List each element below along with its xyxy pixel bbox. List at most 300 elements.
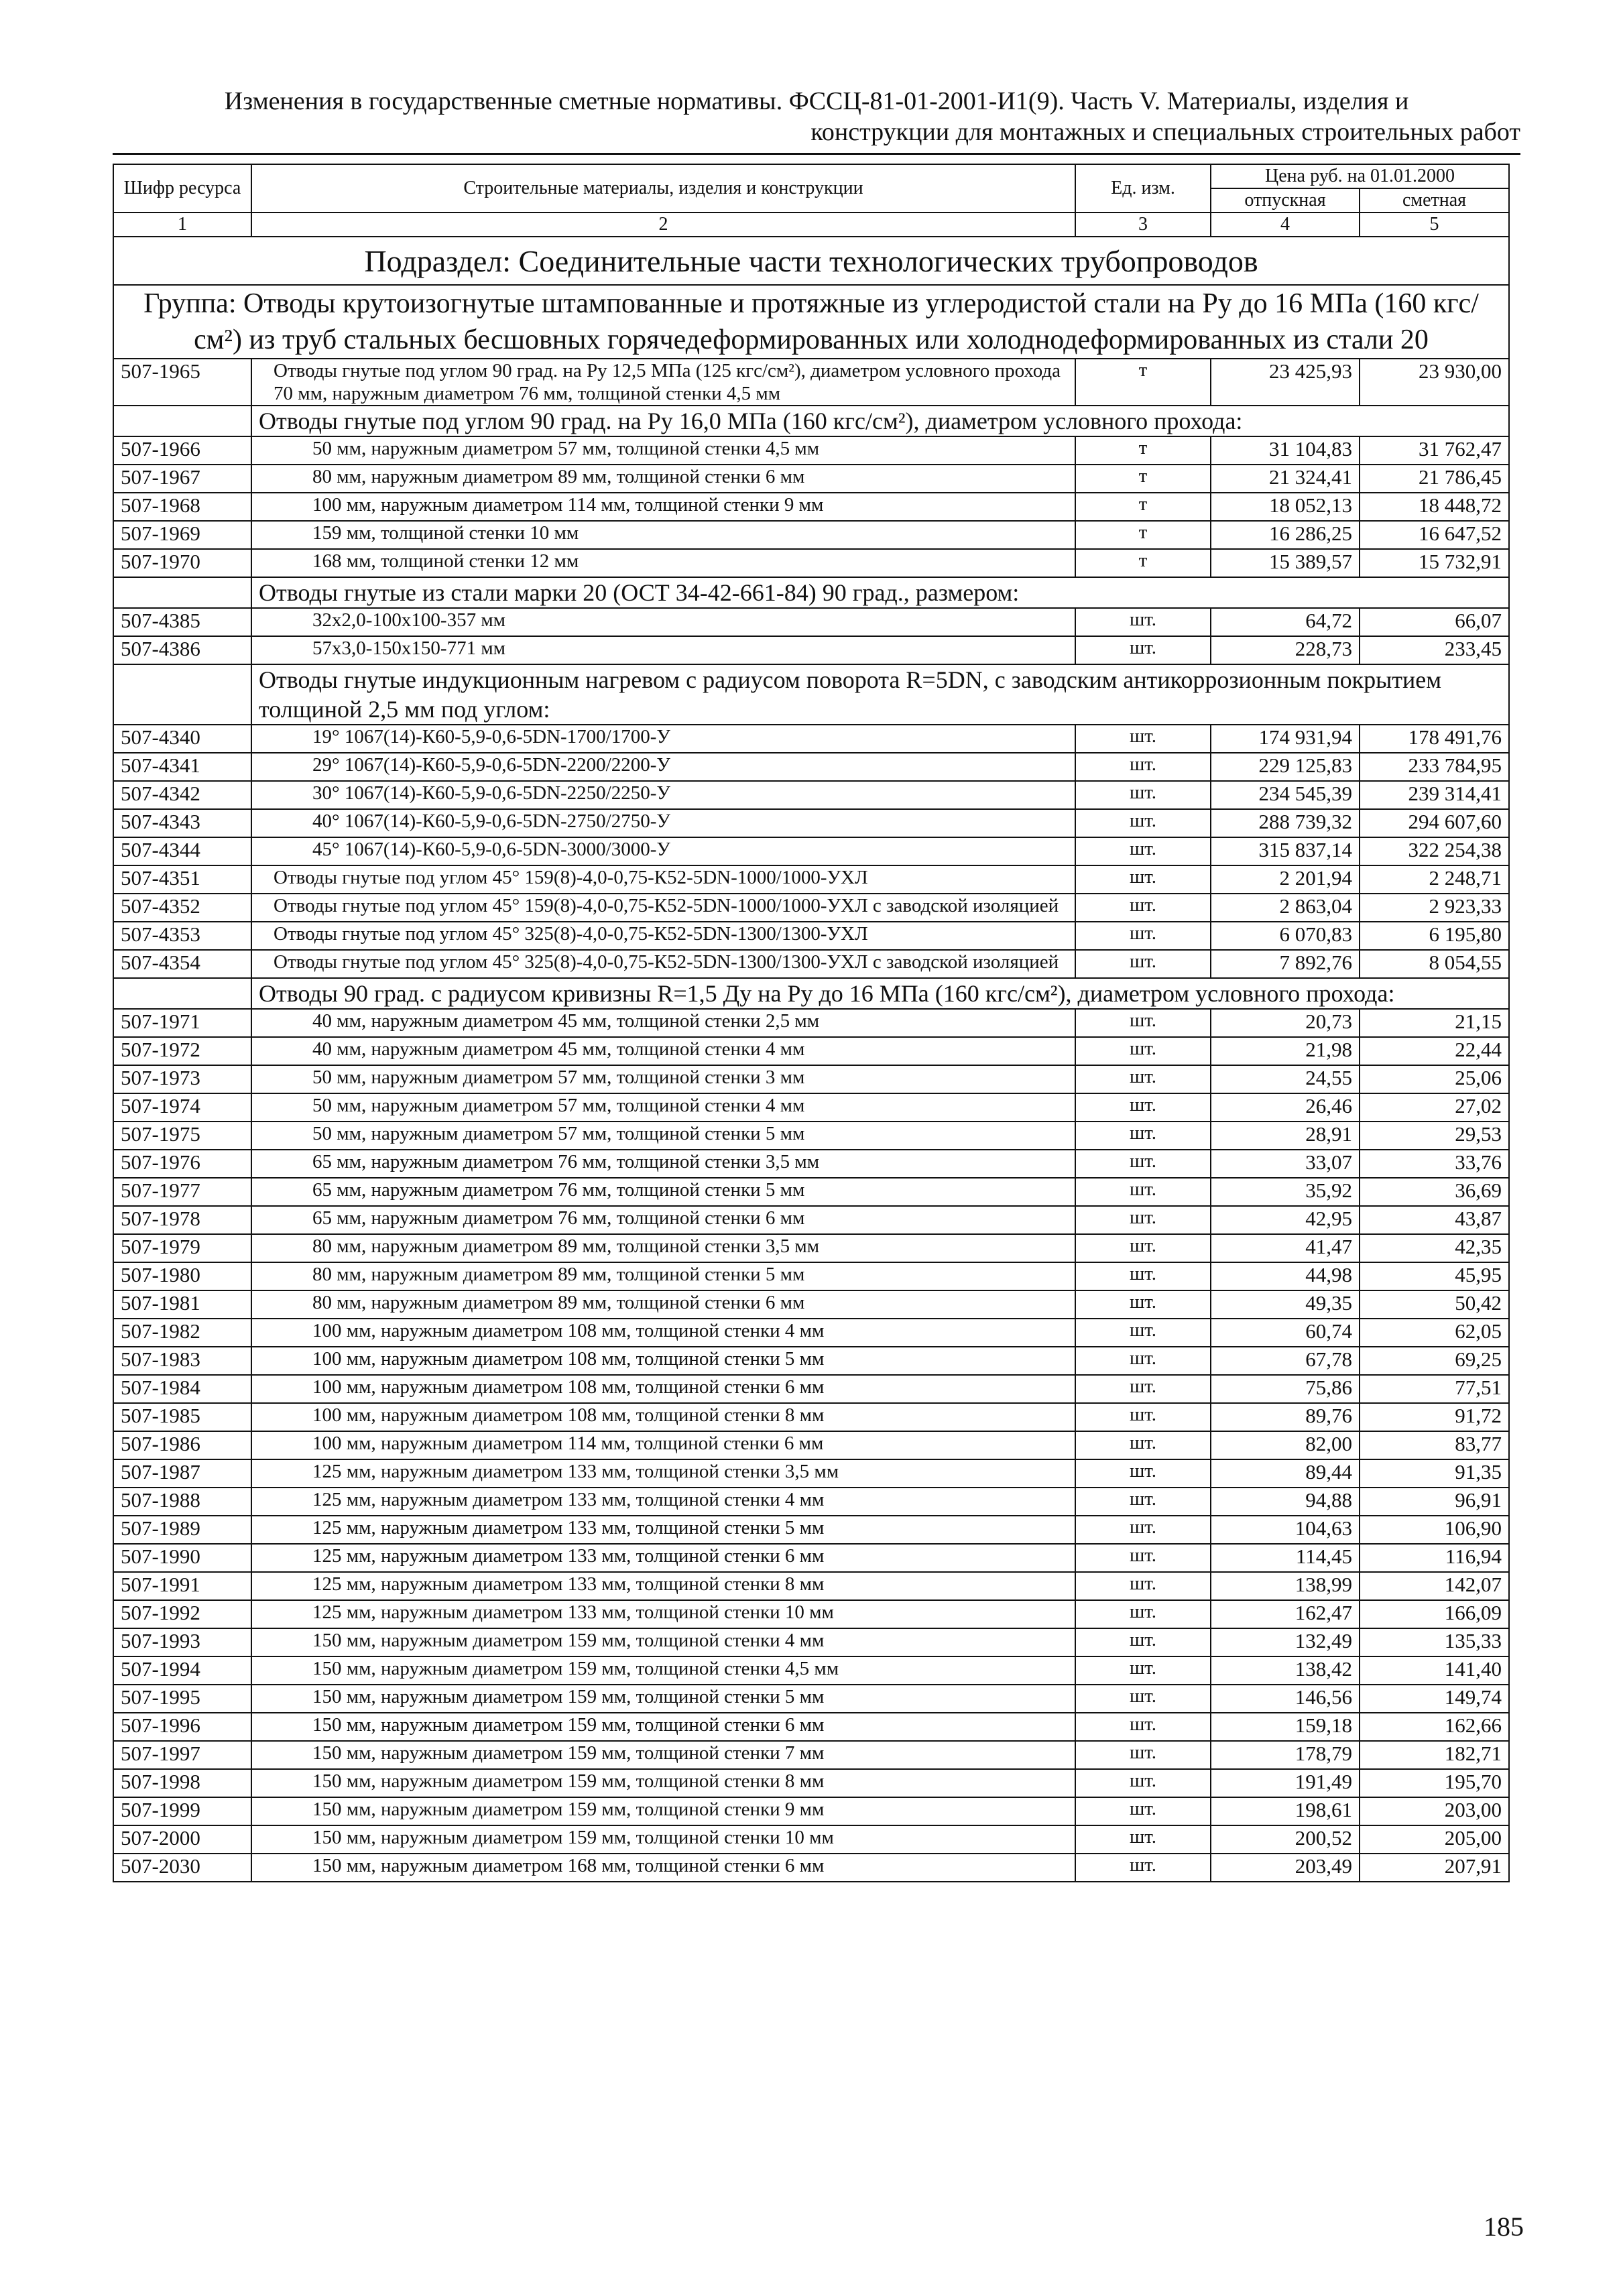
table-caption: Отводы гнутые из стали марки 20 (ОСТ 34-42-661-84) 90 град., размером: <box>251 577 1509 608</box>
table-row <box>113 753 1509 781</box>
resource-code: 507-1982 <box>113 1319 251 1347</box>
table-row <box>113 865 1509 894</box>
material-name: 80 мм, наружным диаметром 89 мм, толщиной стенки 6 мм <box>251 1290 1075 1319</box>
table-row <box>113 1516 1509 1544</box>
material-name: 100 мм, наружным диаметром 114 мм, толщиной стенки 9 мм <box>251 493 1075 521</box>
release-price: 174 931,94 <box>1211 725 1360 753</box>
estimate-price: 142,07 <box>1360 1572 1509 1600</box>
material-name: 150 мм, наружным диаметром 159 мм, толщиной стенки 8 мм <box>251 1769 1075 1797</box>
estimate-price: 18 448,72 <box>1360 493 1509 521</box>
unit: шт. <box>1075 781 1211 809</box>
header-line-2: конструкции для монтажных и специальных строительных работ <box>810 118 1520 146</box>
material-name: Отводы гнутые под углом 45° 325(8)-4,0-0,75-К52-5DN-1300/1300-УХЛ с заводской изоляцией <box>251 950 1075 978</box>
estimate-price: 36,69 <box>1360 1178 1509 1206</box>
release-price: 138,99 <box>1211 1572 1360 1600</box>
unit: шт. <box>1075 1741 1211 1769</box>
unit: шт. <box>1075 1150 1211 1178</box>
release-price: 31 104,83 <box>1211 436 1360 465</box>
resource-code: 507-4344 <box>113 837 251 865</box>
estimate-price: 33,76 <box>1360 1150 1509 1178</box>
estimate-price: 322 254,38 <box>1360 837 1509 865</box>
table-row <box>113 1488 1509 1516</box>
table-row <box>113 1122 1509 1150</box>
column-header-release-price: отпускная <box>1211 188 1360 213</box>
resource-code: 507-4352 <box>113 894 251 922</box>
resource-code: 507-1989 <box>113 1516 251 1544</box>
subsection-row <box>113 237 1509 285</box>
material-name: 125 мм, наружным диаметром 133 мм, толщиной стенки 3,5 мм <box>251 1459 1075 1488</box>
release-price: 67,78 <box>1211 1347 1360 1375</box>
release-price: 35,92 <box>1211 1178 1360 1206</box>
table-row <box>113 1600 1509 1628</box>
estimate-price: 178 491,76 <box>1360 725 1509 753</box>
resource-code: 507-4342 <box>113 781 251 809</box>
estimate-price: 239 314,41 <box>1360 781 1509 809</box>
estimate-price: 69,25 <box>1360 1347 1509 1375</box>
material-name: 40 мм, наружным диаметром 45 мм, толщиной стенки 4 мм <box>251 1037 1075 1065</box>
resource-code: 507-1974 <box>113 1093 251 1122</box>
unit: шт. <box>1075 1769 1211 1797</box>
material-name: 150 мм, наружным диаметром 159 мм, толщиной стенки 10 мм <box>251 1825 1075 1854</box>
resource-code: 507-1965 <box>113 359 251 406</box>
header-rule <box>113 153 1520 155</box>
table-row <box>113 1685 1509 1713</box>
estimate-price: 106,90 <box>1360 1516 1509 1544</box>
unit: шт. <box>1075 1319 1211 1347</box>
resource-code: 507-1996 <box>113 1713 251 1741</box>
material-name: 80 мм, наружным диаметром 89 мм, толщиной стенки 6 мм <box>251 465 1075 493</box>
release-price: 132,49 <box>1211 1628 1360 1656</box>
material-name: 150 мм, наружным диаметром 159 мм, толщиной стенки 4 мм <box>251 1628 1075 1656</box>
resource-code: 507-4351 <box>113 865 251 894</box>
release-price: 49,35 <box>1211 1290 1360 1319</box>
header-line-1: Изменения в государственные сметные нормативы. ФССЦ-81-01-2001-И1(9). Часть V. Материалы, изделия и <box>224 87 1409 115</box>
resource-code: 507-1993 <box>113 1628 251 1656</box>
column-number: 5 <box>1360 213 1509 237</box>
estimate-price: 182,71 <box>1360 1741 1509 1769</box>
resource-code: 507-1971 <box>113 1009 251 1037</box>
estimate-price: 16 647,52 <box>1360 521 1509 549</box>
material-name: 100 мм, наружным диаметром 108 мм, толщиной стенки 5 мм <box>251 1347 1075 1375</box>
estimate-price: 116,94 <box>1360 1544 1509 1572</box>
resource-code: 507-1988 <box>113 1488 251 1516</box>
resource-code: 507-1991 <box>113 1572 251 1600</box>
resource-code: 507-4343 <box>113 809 251 837</box>
material-name: Отводы гнутые под углом 90 град. на Ру 12,5 МПа (125 кгс/см²), диаметром условного прохода 70 мм, наружным диаметром 76 мм, толщиной стенки 4,5 мм <box>251 359 1075 406</box>
resource-code: 507-1979 <box>113 1234 251 1262</box>
estimate-price: 162,66 <box>1360 1713 1509 1741</box>
unit: шт. <box>1075 1206 1211 1234</box>
release-price: 15 389,57 <box>1211 549 1360 577</box>
table-row <box>113 725 1509 753</box>
table-caption-row <box>113 406 1509 436</box>
material-name: 150 мм, наружным диаметром 159 мм, толщиной стенки 9 мм <box>251 1797 1075 1825</box>
estimate-price: 141,40 <box>1360 1656 1509 1685</box>
resource-code: 507-4354 <box>113 950 251 978</box>
material-name: 80 мм, наружным диаметром 89 мм, толщиной стенки 5 мм <box>251 1262 1075 1290</box>
release-price: 21,98 <box>1211 1037 1360 1065</box>
table-row <box>113 1403 1509 1431</box>
unit: т <box>1075 436 1211 465</box>
table-caption: Отводы гнутые индукционным нагревом с радиусом поворота R=5DN, с заводским антикоррозионным покрытием толщиной 2,5 мм под углом: <box>251 664 1509 725</box>
material-name: 100 мм, наружным диаметром 108 мм, толщиной стенки 6 мм <box>251 1375 1075 1403</box>
column-number: 1 <box>113 213 251 237</box>
column-number: 3 <box>1075 213 1211 237</box>
release-price: 7 892,76 <box>1211 950 1360 978</box>
estimate-price: 96,91 <box>1360 1488 1509 1516</box>
estimate-price: 83,77 <box>1360 1431 1509 1459</box>
material-name: 65 мм, наружным диаметром 76 мм, толщиной стенки 3,5 мм <box>251 1150 1075 1178</box>
release-price: 2 863,04 <box>1211 894 1360 922</box>
estimate-price: 294 607,60 <box>1360 809 1509 837</box>
table-row <box>113 1234 1509 1262</box>
unit: шт. <box>1075 1459 1211 1488</box>
unit: шт. <box>1075 1009 1211 1037</box>
group-row <box>113 285 1509 359</box>
material-name: 40 мм, наружным диаметром 45 мм, толщиной стенки 2,5 мм <box>251 1009 1075 1037</box>
estimate-price: 149,74 <box>1360 1685 1509 1713</box>
release-price: 229 125,83 <box>1211 753 1360 781</box>
material-name: 159 мм, толщиной стенки 10 мм <box>251 521 1075 549</box>
unit: шт. <box>1075 809 1211 837</box>
unit: шт. <box>1075 1065 1211 1093</box>
material-name: 100 мм, наружным диаметром 114 мм, толщиной стенки 6 мм <box>251 1431 1075 1459</box>
table-row <box>113 1854 1509 1882</box>
estimate-price: 27,02 <box>1360 1093 1509 1122</box>
table-caption-row <box>113 577 1509 608</box>
resource-code: 507-4353 <box>113 922 251 950</box>
resource-code: 507-1997 <box>113 1741 251 1769</box>
table-row <box>113 1037 1509 1065</box>
table-caption: Отводы 90 град. с радиусом кривизны R=1,5 Ду на Ру до 16 МПа (160 кгс/см²), диаметром условного прохода: <box>251 978 1509 1009</box>
table-row <box>113 359 1509 406</box>
material-name: 80 мм, наружным диаметром 89 мм, толщиной стенки 3,5 мм <box>251 1234 1075 1262</box>
release-price: 75,86 <box>1211 1375 1360 1403</box>
unit: шт. <box>1075 837 1211 865</box>
material-name: 19° 1067(14)-К60-5,9-0,6-5DN-1700/1700-У <box>251 725 1075 753</box>
estimate-price: 21 786,45 <box>1360 465 1509 493</box>
material-name: 32х2,0-100х100-357 мм <box>251 608 1075 636</box>
estimate-price: 135,33 <box>1360 1628 1509 1656</box>
resource-code: 507-1969 <box>113 521 251 549</box>
unit: шт. <box>1075 753 1211 781</box>
unit: шт. <box>1075 1854 1211 1882</box>
empty-code-cell <box>113 406 251 436</box>
unit: шт. <box>1075 1628 1211 1656</box>
estimate-price: 43,87 <box>1360 1206 1509 1234</box>
table-row <box>113 1741 1509 1769</box>
unit: шт. <box>1075 1375 1211 1403</box>
unit: шт. <box>1075 1262 1211 1290</box>
resource-code: 507-1985 <box>113 1403 251 1431</box>
price-table <box>113 164 1510 1882</box>
table-row <box>113 436 1509 465</box>
unit: шт. <box>1075 1572 1211 1600</box>
unit: т <box>1075 549 1211 577</box>
unit: шт. <box>1075 1488 1211 1516</box>
unit: шт. <box>1075 1037 1211 1065</box>
release-price: 33,07 <box>1211 1150 1360 1178</box>
release-price: 178,79 <box>1211 1741 1360 1769</box>
unit: т <box>1075 359 1211 406</box>
unit: шт. <box>1075 865 1211 894</box>
material-name: 125 мм, наружным диаметром 133 мм, толщиной стенки 6 мм <box>251 1544 1075 1572</box>
table-row <box>113 521 1509 549</box>
release-price: 41,47 <box>1211 1234 1360 1262</box>
material-name: 50 мм, наружным диаметром 57 мм, толщиной стенки 4,5 мм <box>251 436 1075 465</box>
table-caption-row <box>113 664 1509 725</box>
release-price: 42,95 <box>1211 1206 1360 1234</box>
material-name: 125 мм, наружным диаметром 133 мм, толщиной стенки 4 мм <box>251 1488 1075 1516</box>
release-price: 6 070,83 <box>1211 922 1360 950</box>
release-price: 60,74 <box>1211 1319 1360 1347</box>
table-row <box>113 1544 1509 1572</box>
resource-code: 507-1972 <box>113 1037 251 1065</box>
unit: шт. <box>1075 1234 1211 1262</box>
material-name: 150 мм, наружным диаметром 159 мм, толщиной стенки 6 мм <box>251 1713 1075 1741</box>
estimate-price: 8 054,55 <box>1360 950 1509 978</box>
estimate-price: 21,15 <box>1360 1009 1509 1037</box>
release-price: 104,63 <box>1211 1516 1360 1544</box>
release-price: 20,73 <box>1211 1009 1360 1037</box>
table-row <box>113 1825 1509 1854</box>
resource-code: 507-1976 <box>113 1150 251 1178</box>
table-row <box>113 1459 1509 1488</box>
estimate-price: 45,95 <box>1360 1262 1509 1290</box>
estimate-price: 203,00 <box>1360 1797 1509 1825</box>
estimate-price: 2 923,33 <box>1360 894 1509 922</box>
estimate-price: 25,06 <box>1360 1065 1509 1093</box>
unit: шт. <box>1075 922 1211 950</box>
unit: шт. <box>1075 1290 1211 1319</box>
table-row <box>113 465 1509 493</box>
resource-code: 507-1987 <box>113 1459 251 1488</box>
material-name: 50 мм, наружным диаметром 57 мм, толщиной стенки 4 мм <box>251 1093 1075 1122</box>
estimate-price: 91,35 <box>1360 1459 1509 1488</box>
material-name: 168 мм, толщиной стенки 12 мм <box>251 549 1075 577</box>
estimate-price: 195,70 <box>1360 1769 1509 1797</box>
release-price: 159,18 <box>1211 1713 1360 1741</box>
estimate-price: 233,45 <box>1360 636 1509 664</box>
page-header <box>113 86 1520 147</box>
subsection-title: Подраздел: Соединительные части технологических трубопроводов <box>113 237 1509 285</box>
unit: шт. <box>1075 950 1211 978</box>
column-number: 2 <box>251 213 1075 237</box>
resource-code: 507-1980 <box>113 1262 251 1290</box>
table-row <box>113 809 1509 837</box>
column-header-code: Шифр ресурса <box>113 164 251 213</box>
table-row <box>113 1375 1509 1403</box>
material-name: 65 мм, наружным диаметром 76 мм, толщиной стенки 6 мм <box>251 1206 1075 1234</box>
estimate-price: 205,00 <box>1360 1825 1509 1854</box>
release-price: 64,72 <box>1211 608 1360 636</box>
table-row <box>113 1713 1509 1741</box>
resource-code: 507-1973 <box>113 1065 251 1093</box>
release-price: 200,52 <box>1211 1825 1360 1854</box>
material-name: 40° 1067(14)-К60-5,9-0,6-5DN-2750/2750-У <box>251 809 1075 837</box>
table-row <box>113 950 1509 978</box>
resource-code: 507-1984 <box>113 1375 251 1403</box>
estimate-price: 31 762,47 <box>1360 436 1509 465</box>
table-row <box>113 1009 1509 1037</box>
unit: шт. <box>1075 1431 1211 1459</box>
resource-code: 507-1966 <box>113 436 251 465</box>
resource-code: 507-1970 <box>113 549 251 577</box>
material-name: 150 мм, наружным диаметром 159 мм, толщиной стенки 4,5 мм <box>251 1656 1075 1685</box>
unit: шт. <box>1075 1122 1211 1150</box>
unit: шт. <box>1075 1685 1211 1713</box>
empty-code-cell <box>113 664 251 725</box>
material-name: Отводы гнутые под углом 45° 159(8)-4,0-0,75-К52-5DN-1000/1000-УХЛ с заводской изоляцией <box>251 894 1075 922</box>
resource-code: 507-1999 <box>113 1797 251 1825</box>
table-row <box>113 1656 1509 1685</box>
estimate-price: 166,09 <box>1360 1600 1509 1628</box>
estimate-price: 15 732,91 <box>1360 549 1509 577</box>
estimate-price: 22,44 <box>1360 1037 1509 1065</box>
table-row <box>113 549 1509 577</box>
release-price: 288 739,32 <box>1211 809 1360 837</box>
estimate-price: 6 195,80 <box>1360 922 1509 950</box>
resource-code: 507-4386 <box>113 636 251 664</box>
table-row <box>113 1093 1509 1122</box>
unit: шт. <box>1075 608 1211 636</box>
release-price: 315 837,14 <box>1211 837 1360 865</box>
material-name: 150 мм, наружным диаметром 159 мм, толщиной стенки 7 мм <box>251 1741 1075 1769</box>
resource-code: 507-1986 <box>113 1431 251 1459</box>
release-price: 82,00 <box>1211 1431 1360 1459</box>
material-name: 29° 1067(14)-К60-5,9-0,6-5DN-2200/2200-У <box>251 753 1075 781</box>
unit: шт. <box>1075 1797 1211 1825</box>
material-name: 125 мм, наружным диаметром 133 мм, толщиной стенки 5 мм <box>251 1516 1075 1544</box>
release-price: 203,49 <box>1211 1854 1360 1882</box>
resource-code: 507-2030 <box>113 1854 251 1882</box>
unit: шт. <box>1075 1178 1211 1206</box>
material-name: 50 мм, наружным диаметром 57 мм, толщиной стенки 5 мм <box>251 1122 1075 1150</box>
table-row <box>113 894 1509 922</box>
estimate-price: 62,05 <box>1360 1319 1509 1347</box>
release-price: 114,45 <box>1211 1544 1360 1572</box>
unit: шт. <box>1075 1713 1211 1741</box>
release-price: 2 201,94 <box>1211 865 1360 894</box>
release-price: 24,55 <box>1211 1065 1360 1093</box>
resource-code: 507-1981 <box>113 1290 251 1319</box>
unit: шт. <box>1075 1825 1211 1854</box>
table-row <box>113 1572 1509 1600</box>
material-name: 125 мм, наружным диаметром 133 мм, толщиной стенки 8 мм <box>251 1572 1075 1600</box>
table-row <box>113 608 1509 636</box>
table-row <box>113 1150 1509 1178</box>
material-name: 100 мм, наружным диаметром 108 мм, толщиной стенки 8 мм <box>251 1403 1075 1431</box>
table-row <box>113 922 1509 950</box>
release-price: 23 425,93 <box>1211 359 1360 406</box>
unit: т <box>1075 521 1211 549</box>
estimate-price: 23 930,00 <box>1360 359 1509 406</box>
release-price: 228,73 <box>1211 636 1360 664</box>
table-row <box>113 837 1509 865</box>
unit: т <box>1075 493 1211 521</box>
estimate-price: 66,07 <box>1360 608 1509 636</box>
unit: шт. <box>1075 725 1211 753</box>
table-row <box>113 1797 1509 1825</box>
estimate-price: 207,91 <box>1360 1854 1509 1882</box>
unit: шт. <box>1075 1403 1211 1431</box>
table-row <box>113 1319 1509 1347</box>
material-name: 45° 1067(14)-К60-5,9-0,6-5DN-3000/3000-У <box>251 837 1075 865</box>
estimate-price: 77,51 <box>1360 1375 1509 1403</box>
release-price: 16 286,25 <box>1211 521 1360 549</box>
table-row <box>113 1262 1509 1290</box>
unit: т <box>1075 465 1211 493</box>
unit: шт. <box>1075 1544 1211 1572</box>
column-header-unit: Ед. изм. <box>1075 164 1211 213</box>
table-row <box>113 1769 1509 1797</box>
release-price: 28,91 <box>1211 1122 1360 1150</box>
page-number: 185 <box>1484 2212 1524 2242</box>
material-name: Отводы гнутые под углом 45° 159(8)-4,0-0,75-К52-5DN-1000/1000-УХЛ <box>251 865 1075 894</box>
release-price: 198,61 <box>1211 1797 1360 1825</box>
material-name: 50 мм, наружным диаметром 57 мм, толщиной стенки 3 мм <box>251 1065 1075 1093</box>
material-name: 150 мм, наружным диаметром 159 мм, толщиной стенки 5 мм <box>251 1685 1075 1713</box>
table-caption-row <box>113 978 1509 1009</box>
release-price: 89,76 <box>1211 1403 1360 1431</box>
unit: шт. <box>1075 1516 1211 1544</box>
material-name: 57х3,0-150х150-771 мм <box>251 636 1075 664</box>
table-row <box>113 1178 1509 1206</box>
estimate-price: 42,35 <box>1360 1234 1509 1262</box>
table-row <box>113 781 1509 809</box>
unit: шт. <box>1075 1093 1211 1122</box>
column-header-price: Цена руб. на 01.01.2000 <box>1211 164 1509 188</box>
empty-code-cell <box>113 978 251 1009</box>
material-name: Отводы гнутые под углом 45° 325(8)-4,0-0,75-К52-5DN-1300/1300-УХЛ <box>251 922 1075 950</box>
release-price: 21 324,41 <box>1211 465 1360 493</box>
unit: шт. <box>1075 894 1211 922</box>
unit: шт. <box>1075 636 1211 664</box>
resource-code: 507-1968 <box>113 493 251 521</box>
estimate-price: 91,72 <box>1360 1403 1509 1431</box>
column-number: 4 <box>1211 213 1360 237</box>
resource-code: 507-4341 <box>113 753 251 781</box>
resource-code: 507-1995 <box>113 1685 251 1713</box>
resource-code: 507-4340 <box>113 725 251 753</box>
resource-code: 507-1992 <box>113 1600 251 1628</box>
resource-code: 507-1990 <box>113 1544 251 1572</box>
table-row <box>113 493 1509 521</box>
table-row <box>113 636 1509 664</box>
table-row <box>113 1431 1509 1459</box>
resource-code: 507-2000 <box>113 1825 251 1854</box>
resource-code: 507-1967 <box>113 465 251 493</box>
release-price: 162,47 <box>1211 1600 1360 1628</box>
column-header-estimate-price: сметная <box>1360 188 1509 213</box>
column-header-name: Строительные материалы, изделия и конструкции <box>251 164 1075 213</box>
release-price: 26,46 <box>1211 1093 1360 1122</box>
estimate-price: 233 784,95 <box>1360 753 1509 781</box>
resource-code: 507-1994 <box>113 1656 251 1685</box>
column-number-row <box>113 213 1509 237</box>
empty-code-cell <box>113 577 251 608</box>
resource-code: 507-1977 <box>113 1178 251 1206</box>
resource-code: 507-1975 <box>113 1122 251 1150</box>
resource-code: 507-1983 <box>113 1347 251 1375</box>
release-price: 138,42 <box>1211 1656 1360 1685</box>
table-row <box>113 1290 1509 1319</box>
release-price: 44,98 <box>1211 1262 1360 1290</box>
table-row <box>113 1628 1509 1656</box>
release-price: 89,44 <box>1211 1459 1360 1488</box>
estimate-price: 29,53 <box>1360 1122 1509 1150</box>
resource-code: 507-1998 <box>113 1769 251 1797</box>
